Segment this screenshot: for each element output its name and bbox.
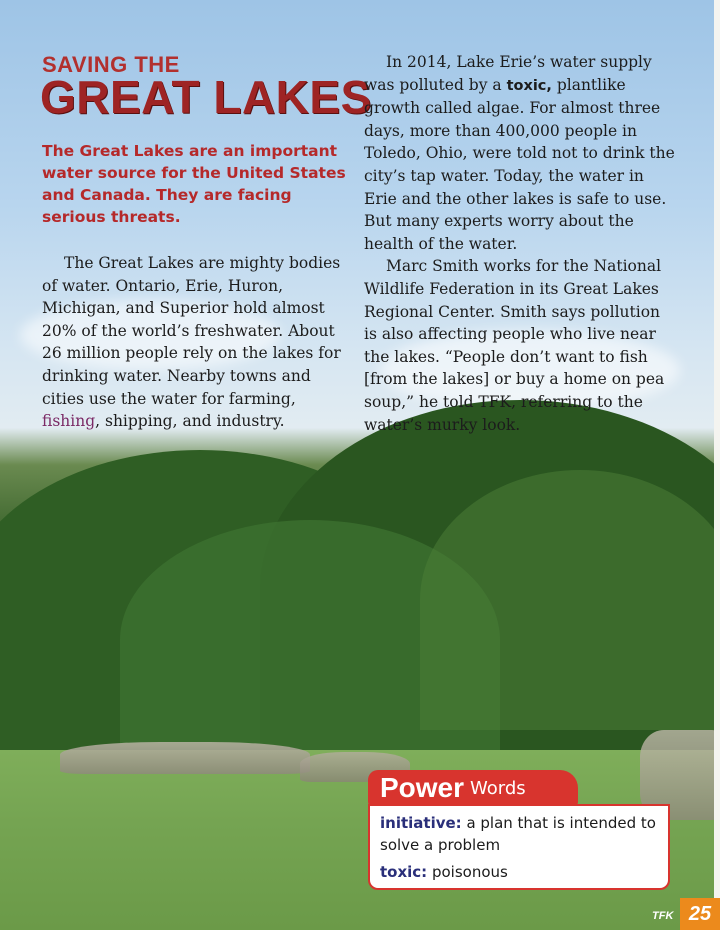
keyword-fishing: fishing [42,412,96,431]
power-words-box [368,770,668,888]
headline-title: GREAT LAKES [40,71,372,123]
power-words-header [368,770,578,806]
headline-kicker: SAVING THE [42,52,180,77]
power-words-glossary [368,804,670,890]
right-column [364,51,676,436]
power-words-heading-small: Words [470,777,526,799]
page-number: 25 [680,898,720,930]
glossary-term: initiative: [380,814,462,832]
glossary-definition: a plan that is intended to solve a problem [380,814,656,854]
glossary-entry [380,812,658,856]
power-words-heading-big: Power [380,772,465,803]
body-paragraph [42,252,342,433]
body-paragraph [364,51,676,255]
body-text: In 2014, Lake Erie’s water supply was polluted by a [364,53,652,94]
page-edge [714,0,720,930]
glossary-entry [380,861,658,883]
body-paragraph: Marc Smith works for the National Wildlife Federation in its Great Lakes Regional Center. Smith says pollution is also affecting people who live near the lakes. “People don’t want to fish [from the lakes] or buy a home on pea soup,” he told TFK, referring to the water’s murky look. [364,257,665,434]
glossary-term: toxic: [380,863,428,881]
forest-hill [420,470,720,730]
body-text: , shipping, and industry. [95,412,285,431]
footer-brand: TFK [652,910,674,922]
term-toxic: toxic, [506,77,552,94]
article-dek: The Great Lakes are an important water source for the United States and Canada. They are facing serious threats. [42,142,346,226]
glossary-definition: poisonous [427,863,508,881]
body-text: The Great Lakes are mighty bodies of water. Ontario, Erie, Huron, Michigan, and Superior hold almost 20% of the world’s freshwater. About 26 million people rely on the lakes for drinking water. Nearby towns and cities use the water for farming, [42,254,341,408]
left-column [42,252,342,433]
shoreline-rocks [60,742,310,774]
body-text: plantlike growth called algae. For almost three days, more than 400,000 people in Toledo, Ohio, were told not to drink the city’s tap water. Today, the water in Erie and the other lakes is safe to use. But many experts worry about the health of the water. [364,75,675,253]
